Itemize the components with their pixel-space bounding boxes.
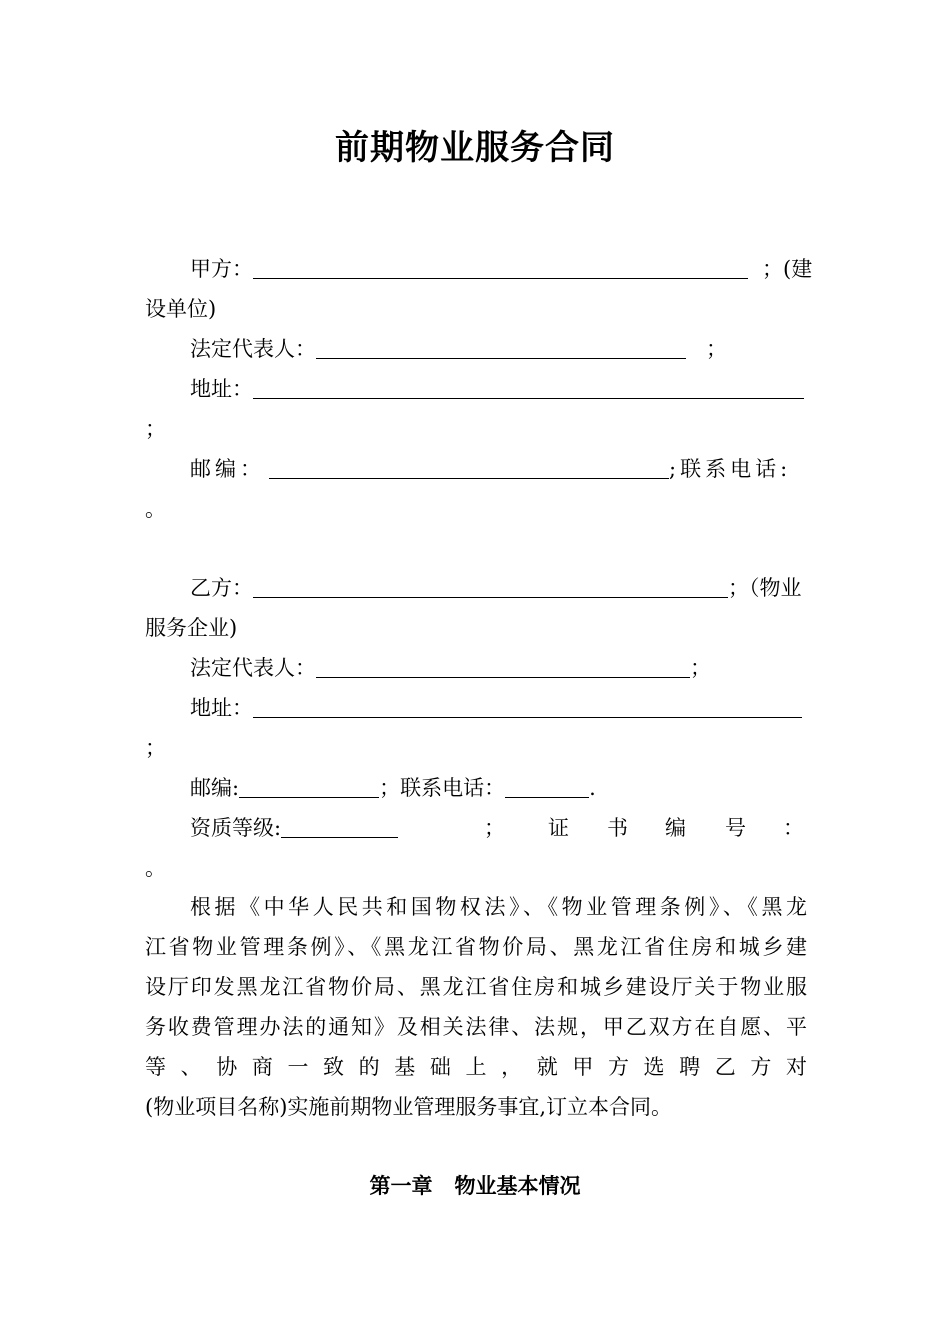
- chapter-title: 物业基本情况: [454, 1173, 581, 1198]
- party-b-rep-blank[interactable]: [316, 655, 690, 678]
- party-a-address-blank[interactable]: [253, 376, 804, 399]
- chapter-heading: [0, 1170, 950, 1200]
- party-b-phone-suffix: .: [589, 776, 596, 800]
- party-b-rep-label: 法定代表人：: [190, 656, 316, 680]
- party-b-line: [145, 573, 852, 603]
- party-b-qualification-line: [145, 813, 852, 843]
- party-b-blank[interactable]: [253, 575, 728, 598]
- party-a-address-suffix: ；: [145, 417, 166, 441]
- party-b-cert-sep: ；: [484, 816, 505, 840]
- party-a-address-line: [145, 374, 852, 404]
- document-title: 前期物业服务合同: [335, 128, 615, 168]
- party-b-qualification-label: 资质等级:: [190, 816, 282, 840]
- party-b-cert-char-4: 号: [725, 816, 746, 840]
- party-a-suffix-cont: 设单位): [145, 297, 217, 321]
- party-a-postcode-blank[interactable]: [269, 456, 669, 479]
- party-a-rep-blank[interactable]: [316, 336, 686, 359]
- preamble-line: 设厅印发黑龙江省物价局、黑龙江省住房和城乡建设厅关于物业服: [145, 975, 807, 999]
- party-b-postcode-blank[interactable]: [239, 775, 379, 798]
- party-a-label: 甲方：: [190, 257, 253, 281]
- preamble-line: 务收费管理办法的通知》及相关法律、法规，甲乙双方在自愿、平: [145, 1015, 807, 1039]
- preamble-line: 江省物业管理条例》、《黑龙江省物价局、黑龙江省住房和城乡建: [145, 935, 807, 959]
- party-b-postcode-label: 邮编:: [190, 776, 240, 800]
- party-b-cert-suffix: 。: [145, 856, 166, 880]
- party-a-blank[interactable]: [253, 256, 748, 279]
- party-a-address-label: 地址：: [190, 377, 253, 401]
- party-b-label: 乙方：: [190, 576, 253, 600]
- party-a-rep-label: 法定代表人：: [190, 337, 316, 361]
- party-b-address-suffix: ；: [145, 736, 166, 760]
- party-a-contact-line: [145, 454, 852, 484]
- party-b-address-blank[interactable]: [253, 695, 802, 718]
- party-b-contact-line: [145, 773, 852, 803]
- party-b-qualification-blank[interactable]: [281, 815, 398, 838]
- party-a-rep-line: [145, 334, 852, 364]
- party-b-address-label: 地址：: [190, 696, 253, 720]
- party-b-suffix: ；（物业: [728, 576, 802, 600]
- preamble-line: 根据《中华人民共和国物权法》、《物业管理条例》、《黑龙: [190, 895, 807, 919]
- party-b-cert-char-2: 书: [607, 816, 628, 840]
- party-b-cert-char-3: 编: [665, 816, 686, 840]
- party-a-suffix: ；(建: [762, 257, 813, 281]
- party-b-cert-char-1: 证: [548, 816, 569, 840]
- preamble-paragraph: [145, 887, 807, 1127]
- party-a-phone-label: ;联系电话:: [669, 457, 792, 481]
- party-b-phone-blank[interactable]: [505, 775, 589, 798]
- party-b-suffix-cont: 服务企业): [145, 616, 238, 640]
- party-b-phone-label: ；联系电话：: [379, 776, 506, 800]
- party-a-rep-suffix: ；: [706, 337, 727, 361]
- party-a-line: [145, 254, 852, 284]
- chapter-number: 第一章: [369, 1173, 433, 1198]
- party-a-postcode-label: 邮编：: [190, 457, 265, 481]
- party-b-rep-suffix: ；: [690, 656, 711, 680]
- party-b-cert-colon: ：: [783, 816, 804, 840]
- party-b-address-line: [145, 693, 852, 723]
- party-b-rep-line: [145, 653, 852, 683]
- party-a-phone-suffix: 。: [145, 497, 166, 521]
- preamble-line: 等、协商一致的基础上，就甲方选聘乙方对: [145, 1055, 807, 1079]
- preamble-line: (物业项目名称)实施前期物业管理服务事宜,订立本合同。: [145, 1095, 673, 1119]
